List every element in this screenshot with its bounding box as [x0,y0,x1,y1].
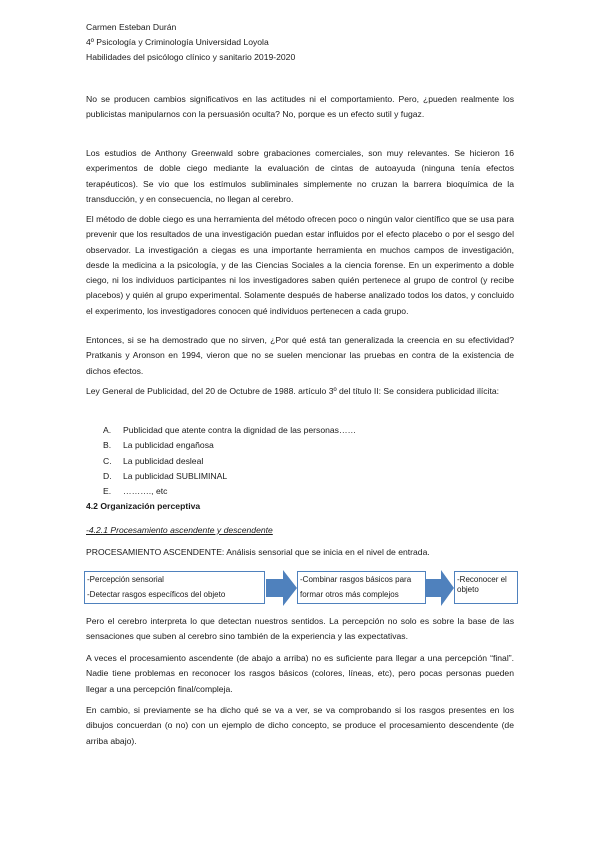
subsection-heading: -4.2.1 Procesamiento ascendente y descendente [86,525,273,535]
subject-name: Habilidades del psicólogo clínico y sanitario 2019-2020 [86,52,296,62]
list-item: E. ………., etc [103,486,168,497]
list-item: A. Publicidad que atente contra la dignidad de las personas…… [103,425,357,435]
author-name: Carmen Esteban Durán [86,22,177,32]
paragraph-5: Ley General de Publicidad, del 20 de Octubre de 1988. artículo 3º del título II: Se considera publicidad ilícita: [86,386,500,396]
arrow-right-icon [266,570,297,606]
paragraph-8: En cambio, si previamente se ha dicho qué se va a ver, se va comprobando si los rasgos presentes en los dibujos concuerdan (o no) con un ejemplo de dicho concepto, se produce el procesamiento descendente (de arriba abajo). [86,705,514,746]
paragraph-2: Los estudios de Anthony Greenwald sobre grabaciones comerciales, son muy relevantes. Se hicieron 16 experimentos de doble ciego mediante la evaluación de cintas de autoayuda (ninguna tenía efectos terapéuticos). Se vio que los estímulos subliminales simplemente no cruzan la barrera bioquímica de la transducción, y en consecuencia, no llegan al cerebro. [86,148,514,204]
paragraph-6: Pero el cerebro interpreta lo que detectan nuestros sentidos. La percepción no solo es sobre la base de las sensaciones que suben al cerebro sino también de la experiencia y las expectativas. [86,616,514,642]
flow-box-combine-features: -Combinar rasgos básicos para formar otros más complejos [297,571,426,604]
list-item: B. La publicidad engañosa [103,440,214,451]
paragraph-4: Entonces, si se ha demostrado que no sirven, ¿Por qué está tan generalizada la creencia en su efectividad? Pratkanis y Aronson en 1994, vieron que no se suelen mencionar las pruebas en contra de la existencia de dichos efectos. [86,335,514,376]
arrow-right-icon [426,570,454,606]
list-item: D. La publicidad SUBLIMINAL [103,470,228,481]
ascending-processing-definition: PROCESAMIENTO ASCENDENTE: Análisis sensorial que se inicia en el nivel de entrada. [86,547,430,557]
document-header [86,20,295,65]
flow-box-sensory-perception: -Percepción sensorial -Detectar rasgos específicos del objeto [84,571,265,604]
paragraph-7: A veces el procesamiento ascendente (de abajo a arriba) no es suficiente para llegar a una percepción “final”. Nadie tiene problemas en reconocer los rasgos básicos (colores, líneas, etc), pero pocas personas pueden llegar a una percepción final/compleja. [86,653,514,694]
list-item: C. La publicidad desleal [103,455,204,466]
illicit-advertising-list [103,423,356,499]
paragraph-3: El método de doble ciego es una herramienta del método ofrecen poco o ningún valor científico que se usa para prevenir que los resultados de una investigación puedan estar influidos por el efecto placebo o por el sesgo del observador. La investigación a ciegas es una importante herramienta en muchos campos de investigación, desde la medicina a la psicología, y de las Ciencias Sociales a la ciencia forense. En un experimento a doble ciego, ni los individuos participantes ni los investigadores saben quién pertenece al grupo de control (y recibe placebos) y quién al grupo experimental. Solamente después de haberse analizado todos los datos, y concluido el experimento, los investigadores conocen qué individuos pertenecen a cada grupo. [86,214,514,316]
paragraph-1: No se producen cambios significativos en las actitudes ni el comportamiento. Pero, ¿pueden realmente los publicistas manipularnos con la persuasión oculta? No, porque es un efecto sutil y fugaz. [86,94,514,120]
flow-box-recognize-object: -Reconocer el objeto [454,571,518,604]
course-name: 4º Psicología y Criminología Universidad Loyola [86,37,269,47]
section-heading: 4.2 Organización perceptiva [86,501,201,511]
